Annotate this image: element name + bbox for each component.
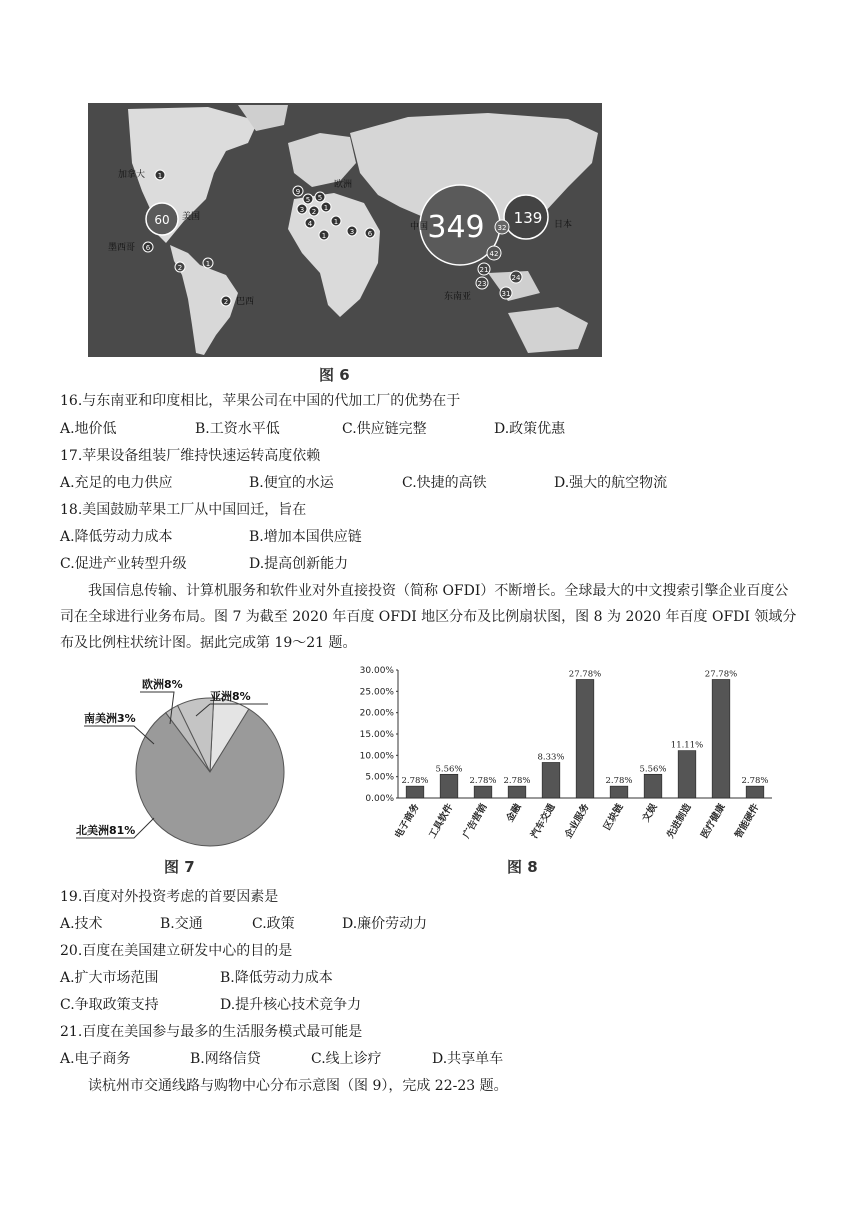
bar-6	[576, 679, 594, 798]
bar-10	[712, 679, 730, 798]
bar-value-label: 27.78%	[568, 669, 602, 680]
passage-hangzhou: 读杭州市交通线路与购物中心分布示意图（图 9），完成 22-23 题。	[88, 1078, 508, 1094]
q18-option-a: A.降低劳动力成本	[60, 529, 173, 545]
y-tick-label: 20.00%	[359, 708, 394, 719]
y-tick-label: 10.00%	[359, 751, 394, 762]
bubble-caribbean-2: 1	[205, 260, 211, 268]
svg-text:23: 23	[477, 280, 487, 288]
svg-text:2: 2	[311, 208, 317, 216]
china-label: 中国	[410, 222, 429, 232]
y-tick-label: 0.00%	[365, 794, 394, 804]
bar-value-label: 2.78%	[605, 776, 633, 787]
bar-9	[678, 751, 696, 798]
canada-label: 加拿大	[118, 170, 146, 180]
q18-stem: 18.美国鼓励苹果工厂从中国回迁，旨在	[60, 502, 307, 518]
svg-text:1: 1	[333, 218, 339, 226]
q19-stem: 19.百度对外投资考虑的首要因素是	[60, 889, 279, 905]
canada-count: 1	[157, 172, 163, 180]
x-category-label: 汽车交通	[529, 802, 558, 841]
q21-stem: 21.百度在美国参与最多的生活服务模式最可能是	[60, 1024, 363, 1040]
svg-text:4: 4	[307, 220, 313, 228]
q20-stem: 20.百度在美国建立研发中心的目的是	[60, 943, 293, 959]
pie-label-europe: 欧洲8%	[142, 678, 183, 691]
bar-value-label: 2.78%	[401, 776, 429, 787]
q21-option-b: B.网络信贷	[190, 1051, 261, 1067]
usa-label: 美国	[182, 212, 201, 222]
europe-label: 欧洲	[334, 180, 353, 190]
figure7-caption: 图 7	[164, 858, 195, 876]
bar-8	[644, 774, 662, 798]
q16-option-c: C.供应链完整	[342, 421, 427, 437]
x-category-label: 广告营销	[461, 802, 490, 841]
q17-option-c: C.快捷的高铁	[402, 475, 487, 491]
world-map-figure	[88, 103, 602, 357]
figure6-caption: 图 6	[319, 366, 350, 384]
q16-stem: 16.与东南亚和印度相比，苹果公司在中国的代加工厂的优势在于	[60, 393, 461, 409]
bar-value-label: 11.11%	[670, 740, 704, 751]
y-tick-label: 15.00%	[359, 730, 394, 740]
bar-2	[440, 774, 458, 798]
bar-value-label: 2.78%	[741, 776, 769, 787]
bar-5	[542, 762, 560, 798]
q16-option-d: D.政策优惠	[494, 421, 566, 437]
svg-text:31: 31	[501, 290, 511, 298]
pie-chart-figure7	[70, 672, 285, 847]
x-category-label: 金融	[504, 802, 524, 824]
mexico-count: 6	[145, 244, 151, 252]
bubble-caribbean-1: 2	[177, 264, 183, 272]
japan-count: 139	[513, 209, 543, 227]
y-tick-label: 25.00%	[359, 687, 394, 698]
svg-text:9: 9	[295, 188, 301, 196]
x-category-label: 区块链	[601, 802, 626, 833]
q18-option-b: B.增加本国供应链	[249, 529, 362, 545]
bar-4	[508, 786, 526, 798]
passage-ofdi: 我国信息传输、计算机服务和软件业对外直接投资（简称 OFDI）不断增长。全球最大的中文搜索引擎企业百度公司在全球进行业务布局。图 7 为截至 2020 年百度 OFDI 地区分布及比例扇状图，图 8 为 2020 年百度 OFDI 领域分布及比例柱状统计图。据此完成第 19～21 题。	[60, 583, 797, 651]
y-tick-label: 5.00%	[365, 772, 394, 783]
figure8-caption: 图 8	[507, 858, 538, 876]
y-tick-label: 30.00%	[359, 666, 394, 676]
bar-11	[746, 786, 764, 798]
brazil-label: 巴西	[236, 297, 255, 307]
svg-text:42: 42	[489, 250, 499, 258]
x-category-label: 智能硬件	[733, 802, 762, 841]
q16-option-a: A.地价低	[60, 421, 117, 437]
x-category-label: 先进制造	[665, 802, 694, 841]
bar-value-label: 2.78%	[469, 776, 497, 787]
mexico-label: 墨西哥	[108, 243, 136, 253]
svg-text:3: 3	[299, 206, 305, 214]
q19-option-c: C.政策	[252, 916, 295, 932]
bar-chart-figure8	[350, 660, 780, 880]
svg-text:32: 32	[497, 224, 507, 232]
q17-stem: 17.苹果设备组装厂维持快速运转高度依赖	[60, 448, 321, 464]
x-category-label: 电子商务	[393, 802, 422, 841]
bar-value-label: 5.56%	[435, 764, 463, 775]
q20-option-a: A.扩大市场范围	[60, 970, 159, 986]
x-category-label: 医疗健康	[699, 802, 728, 841]
q20-option-b: B.降低劳动力成本	[220, 970, 333, 986]
bar-value-label: 5.56%	[639, 764, 667, 775]
svg-text:1: 1	[323, 204, 329, 212]
sea-label: 东南亚	[444, 292, 472, 302]
pie-label-north-america: 北美洲81%	[76, 824, 136, 837]
x-category-label: 企业服务	[563, 802, 592, 841]
q17-option-d: D.强大的航空物流	[554, 475, 668, 491]
bubble-mideast-1: 3	[349, 228, 355, 236]
svg-text:5: 5	[305, 196, 311, 204]
bar-value-label: 27.78%	[704, 669, 738, 680]
x-category-label: 文娱	[640, 802, 660, 824]
svg-text:24: 24	[511, 274, 521, 282]
usa-count: 60	[154, 213, 170, 227]
q21-option-c: C.线上诊疗	[311, 1051, 382, 1067]
q21-option-a: A.电子商务	[60, 1051, 131, 1067]
q19-option-a: A.技术	[60, 916, 103, 932]
bar-value-label: 2.78%	[503, 776, 531, 787]
q20-option-d: D.提升核心技术竞争力	[220, 997, 362, 1013]
bar-7	[610, 786, 628, 798]
bubble-mideast-2: 6	[367, 230, 373, 238]
q17-option-a: A.充足的电力供应	[60, 475, 173, 491]
q20-option-c: C.争取政策支持	[60, 997, 159, 1013]
q21-option-d: D.共享单车	[432, 1051, 504, 1067]
bar-3	[474, 786, 492, 798]
x-category-label: 工具软件	[427, 802, 456, 841]
bubble-mideast-3: 1	[321, 232, 327, 240]
pie-label-asia: 亚洲8%	[210, 690, 251, 703]
q17-option-b: B.便宜的水运	[249, 475, 334, 491]
pie-label-south-america: 南美洲3%	[84, 712, 136, 725]
bar-1	[406, 786, 424, 798]
bar-value-label: 8.33%	[537, 752, 565, 763]
japan-label: 日本	[554, 220, 573, 230]
china-count: 349	[427, 210, 485, 245]
svg-text:21: 21	[479, 266, 489, 274]
q18-option-c: C.促进产业转型升级	[60, 556, 187, 572]
q16-option-b: B.工资水平低	[195, 421, 280, 437]
q19-option-d: D.廉价劳动力	[342, 916, 428, 932]
q18-option-d: D.提高创新能力	[249, 556, 349, 572]
brazil-count: 2	[223, 298, 229, 306]
svg-text:5: 5	[317, 194, 323, 202]
q19-option-b: B.交通	[160, 916, 203, 932]
